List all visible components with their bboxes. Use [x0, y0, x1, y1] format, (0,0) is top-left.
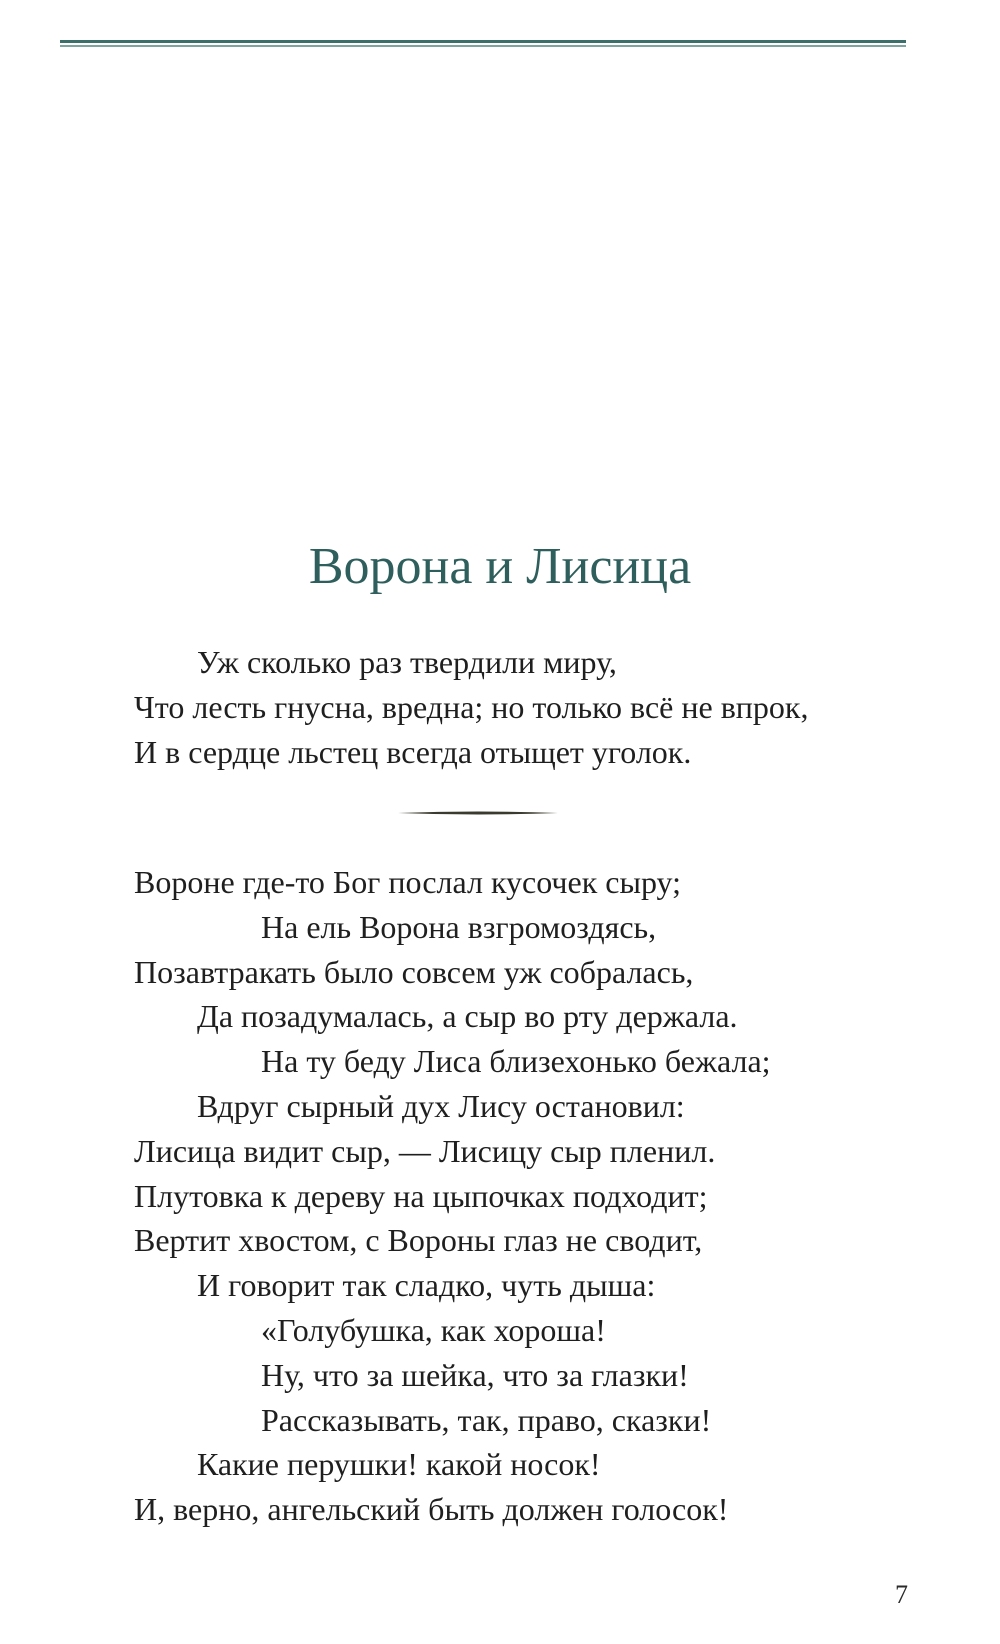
verse-line: Вертит хвостом, с Вороны глаз не сводит,	[134, 1222, 703, 1259]
verse-line: Что лесть гнусна, вредна; но только всё не впрок,	[134, 688, 809, 725]
stanza-intro	[134, 640, 808, 774]
verse-line: На ту беду Лиса близехонько бежала;	[261, 1043, 771, 1080]
verse-line: Какие перушки! какой носок!	[197, 1446, 601, 1483]
poem-title: Ворона и Лисица	[308, 538, 692, 595]
top-rule-line-thin	[60, 45, 906, 47]
verse-line: И говорит так сладко, чуть дыша:	[197, 1267, 656, 1304]
verse-line: На ель Ворона взгромоздясь,	[261, 908, 657, 945]
verse-line: Уж сколько раз твердили миру,	[197, 644, 617, 680]
top-rule-line	[60, 40, 906, 43]
verse-line: «Голубушка, как хороша!	[261, 1311, 606, 1348]
verse-line: Ну, что за шейка, что за глазки!	[261, 1356, 689, 1393]
verse-line: Лисица видит сыр, — Лисицу сыр пленил.	[134, 1132, 716, 1169]
verse-line: Вороне где-то Бог послал кусочек сыру;	[134, 864, 682, 900]
top-rule	[60, 40, 906, 49]
verse-line: И в сердце льстец всегда отыщет уголок.	[134, 733, 692, 770]
page-number: 7	[895, 1580, 908, 1609]
verse-line: И, верно, ангельский быть должен голосок!	[134, 1491, 729, 1528]
verse-line: Вдруг сырный дух Лису остановил:	[197, 1087, 685, 1124]
verse-line: Рассказывать, так, право, сказки!	[261, 1401, 712, 1438]
verse-line: Да позадумалась, а сыр во рту держала.	[197, 998, 738, 1035]
verse-line: Плутовка к дереву на цыпочках подходит;	[134, 1177, 708, 1214]
verse-line: Позавтракать было совсем уж собралась,	[134, 953, 694, 990]
stanza-main	[134, 860, 771, 1532]
section-separator	[398, 811, 558, 815]
